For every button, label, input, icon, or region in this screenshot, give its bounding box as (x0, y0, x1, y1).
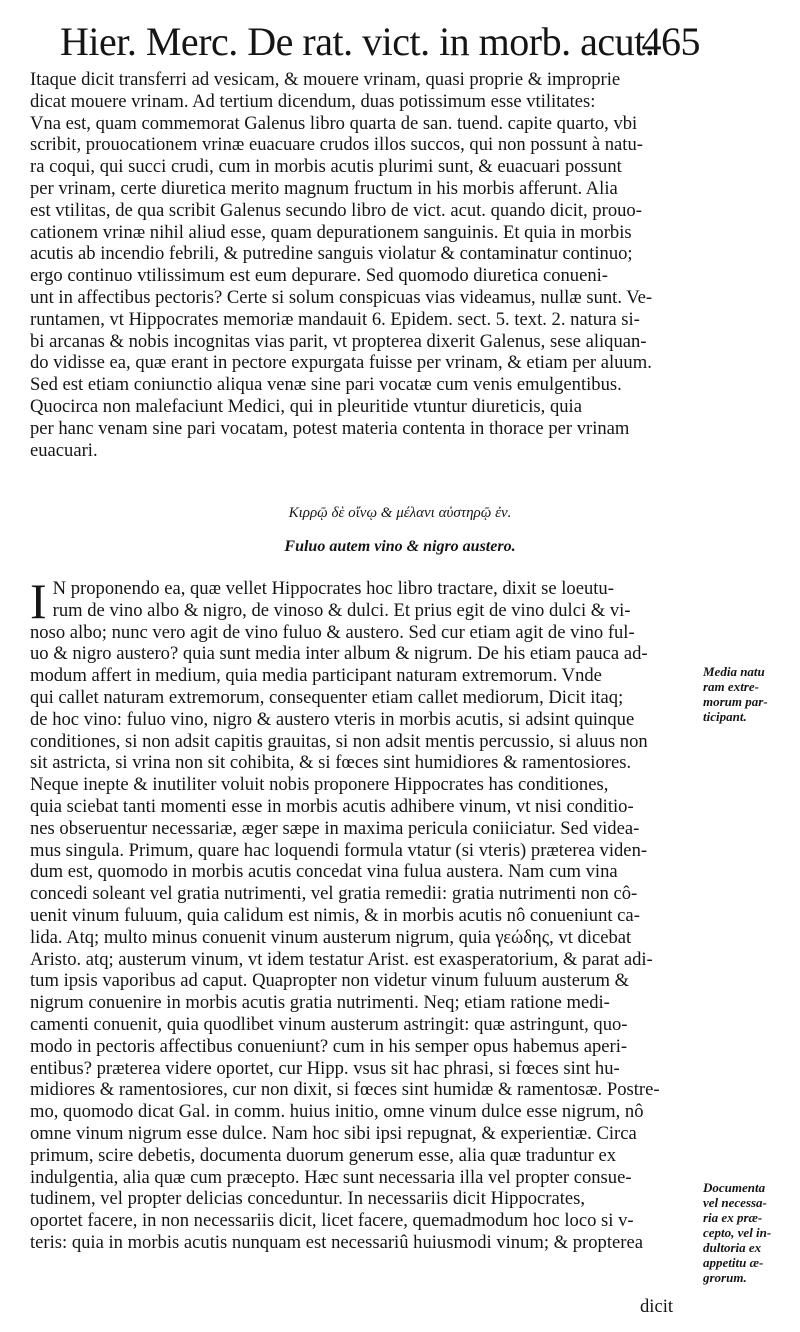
text-line: dicat mouere vrinam. Ad tertium dicendum, duas potissimum esse vtilitates: (30, 90, 596, 112)
margin-note-line: Media natu (703, 664, 765, 679)
margin-note-documenta (703, 1180, 798, 1285)
margin-note-line: vel necessa- (703, 1195, 767, 1210)
catchword: dicit (640, 1296, 674, 1317)
text-line: ergo continuo vtilissimum est eum depurare. Sed quomodo diuretica conueni- (30, 265, 609, 287)
text-line: omne vinum nigrum esse dulce. Nam hoc sibi ipsi repugnat, & experientiæ. Circa (30, 1122, 637, 1144)
text-line: Quocirca non malefaciunt Medici, qui in pleuritide vtuntur diureticis, quia (30, 395, 582, 417)
margin-note-line: dultoria ex (703, 1240, 762, 1255)
margin-note-line: ticipant. (703, 709, 747, 724)
latin-lemma: Fuluo autem vino & nigro austero. (284, 538, 516, 555)
text-line: rum de vino albo & nigro, de vinoso & dulci. Et prius egit de vino dulci & vi- (52, 599, 631, 621)
text-line: tudinem, vel propter delicias conceduntur. In necessariis dicit Hippocrates, (30, 1188, 586, 1210)
commentary-lines (30, 573, 695, 1254)
text-line: cationem vrinæ nihil aliud esse, quam depurationem sanguinis. Et quia in morbis (30, 221, 632, 243)
text-line: Itaque dicit transferri ad vesicam, & mouere vrinam, quasi proprie & improprie (30, 69, 621, 90)
text-line: camenti conuenit, quia quodlibet vinum austerum astringit: quæ astringunt, quo- (30, 1013, 628, 1035)
text-line: primum, scire debetis, documenta duorum generum esse, alia quæ traduntur ex (30, 1144, 617, 1166)
text-line: entibus? præterea videre oportet, cur Hipp. vsus sit hac phrasi, si fœces sint hu- (30, 1057, 620, 1079)
text-line: nes obseruentur necessariæ, æger sæpe in maxima pericula coniiciatur. Sed videa- (30, 817, 640, 839)
page-number: 465 (641, 19, 700, 64)
text-line: lida. Atq; multo minus conuenit vinum austerum nigrum, quia γεώδης, vt dicebat (30, 926, 632, 948)
text-line: per vrinam, certe diuretica merito magnum fructum in his morbis afferunt. Alia (30, 177, 618, 199)
margin-note-line: grorum. (703, 1270, 747, 1285)
text-line: Sed est etiam coniunctio aliqua venæ sine pari vocatæ cum venis emulgentibus. (30, 374, 622, 396)
text-line: est vtilitas, de qua scribit Galenus secundo libro de vict. acut. quando dicit, prouo- (30, 199, 642, 221)
text-line: Aristo. atq; austerum vinum, vt idem testatur Arist. est exasperatorium, & parat adi- (30, 948, 653, 970)
text-line: unt in affectibus pectoris? Certe si solum conspicuas vias videamus, nullæ sunt. Ve- (30, 286, 653, 308)
text-line: sit astricta, si vrina non sit cohibita, & si fœces sint humidiores & ramentosiores. (30, 752, 632, 774)
greek-lemma: Κιρρῷ δὲ οἴνῳ & μέλανι αὐστηρῷ ἐν. (288, 505, 512, 521)
text-line: conditiones, si non adsit capitis grauitas, si non adsit mentis percussio, si aluus non (30, 730, 648, 752)
text-line: ra coqui, qui succi crudi, cum in morbis acutis plurimi sunt, & euacuari possunt (30, 156, 622, 178)
text-line: quia sciebat tanti momenti esse in morbis acutis adhibere vinum, vt nisi conditio- (30, 795, 634, 817)
text-line: scribit, prouocationem vrinæ euacuare crudos illos succos, qui non possunt à natu- (30, 134, 643, 156)
text-line: modum affert in medium, quia media participant naturam extremorum. Vnde (30, 665, 602, 687)
text-line: euacuari. (30, 439, 98, 461)
text-line: runtamen, vt Hippocrates memoriæ mandauit 6. Epidem. sect. 5. text. 2. natura si- (30, 308, 640, 330)
margin-note-line: cepto, vel in- (703, 1225, 772, 1240)
text-line: teris: quia in morbis acutis nunquam est necessariû huiusmodi vinum; & propterea (30, 1231, 643, 1253)
text-line: indulgentia, alia quæ cum præcepto. Hæc sunt necessaria illa vel propter consue- (30, 1166, 632, 1188)
margin-note-line: Documenta (703, 1180, 766, 1195)
text-line: qui callet naturam extremorum, consequenter etiam callet mediorum, Dicit itaq; (30, 686, 624, 708)
text-line: mus singula. Primum, quare hac loquendi formula vtatur (si vteris) præterea viden- (30, 839, 648, 861)
running-header (60, 16, 700, 68)
text-line: nigrum conuenire in morbis acutis gratia nutrimenti. Neq; etiam ratione medi- (30, 992, 610, 1014)
text-line: bi arcanas & nobis incognitas vias parit, vt propterea dixerit Galenus, sese aliquan- (30, 330, 647, 352)
text-line: noso albo; nunc vero agit de vino fuluo & austero. Sed cur etiam agit de vino ful- (30, 621, 635, 643)
text-line: oportet facere, in non necessariis dicit, licet facere, quemadmodum hoc loco si v- (30, 1210, 634, 1232)
text-block-continued (30, 69, 695, 461)
running-title: Hier. Merc. De rat. vict. in morb. acut. (60, 19, 655, 64)
text-line: concedi soleant vel gratia nutrimenti, vel gratia remedii: gratia nutrimenti non cô- (30, 883, 638, 905)
text-line: de hoc vino: fuluo vino, nigro & austero vteris in morbis acutis, si adsint quinque (30, 708, 635, 730)
text-line: per hanc venam sine pari vocatam, potest materia contenta in thorace per vrinam (30, 417, 630, 439)
text-line: uenit vinum fuluum, quia calidum est nimis, & in morbis acutis nô conueniunt ca- (30, 904, 640, 926)
text-line: tum ipsis vaporibus ad caput. Quapropter non videtur vinum fuluum austerum & (30, 970, 630, 992)
text-line: Neque inepte & inutiliter voluit nobis proponere Hippocrates has conditiones, (30, 774, 609, 796)
margin-note-line: morum par- (703, 694, 768, 709)
drop-cap: I (30, 573, 47, 629)
margin-note-line: appetitu æ- (703, 1255, 764, 1270)
text-line: dum est, quomodo in morbis acutis concedat vina fulua austera. Nam cum vina (30, 861, 618, 883)
text-line: N proponendo ea, quæ vellet Hippocrates hoc libro tractare, dixit se loeutu- (52, 578, 614, 599)
margin-note-line: ria ex præ- (703, 1210, 763, 1225)
text-line: mo, quomodo dicat Gal. in comm. huius initio, omne vinum dulce esse nigrum, nô (30, 1101, 644, 1123)
text-block-commentary (30, 573, 695, 1254)
text-line: midiores & ramentosiores, cur non dixit, si fœces sint humidæ & ramentosæ. Postre- (30, 1079, 660, 1101)
text-line: acutis ab incendio febrili, & putredine sanguis violatur & contaminatur continuo; (30, 243, 633, 265)
margin-note-line: ram extre- (703, 679, 759, 694)
text-line: Vna est, quam commemorat Galenus libro quarta de san. tuend. capite quarto, vbi (30, 112, 638, 134)
text-line: modo in pectoris affectibus conueniunt? cum in his semper opus habemus aperi- (30, 1035, 628, 1057)
margin-note-media (703, 664, 798, 724)
text-line: do vidisse ea, quæ erant in pectore expurgata fuisse per vrinam, & etiam per aluum. (30, 352, 652, 374)
text-line: uo & nigro austero? quia sunt media inter album & nigrum. De his etiam pauca ad- (30, 643, 648, 665)
